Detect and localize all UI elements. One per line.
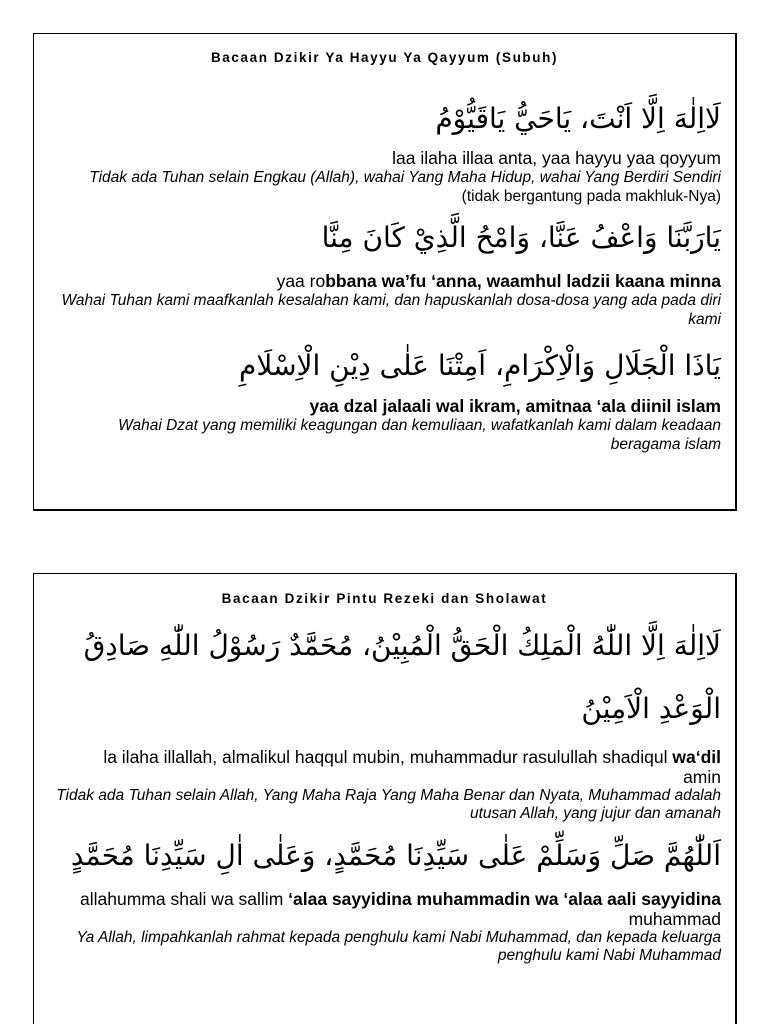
transliteration-text-bold: wa‘dil (672, 747, 721, 767)
transliteration-text: allahumma shali wa sallim (80, 889, 289, 909)
arabic-line (51, 94, 721, 144)
section-title: Bacaan Dzikir Ya Hayyu Ya Qayyum (Subuh) (210, 50, 559, 65)
translation-text: penghulu kami Nabi Muhammad (497, 947, 721, 964)
translation-line (51, 187, 721, 206)
arabic-text: لَااِلٰهَ اِلَّا اَنْتَ، يَاحَيُّ يَاقَيُّوْمُ (435, 102, 721, 135)
arabic-line (51, 684, 721, 734)
translation-text: utusan Allah, yang jujur dan amanah (469, 805, 721, 822)
translation-text: kami (688, 311, 721, 328)
translation-text: Ya Allah, limpahkanlah rahmat kepada penghulu kami Nabi Muhammad, dan kepada keluarga (76, 929, 721, 946)
verse-text-block (51, 396, 721, 454)
verse-text-block (51, 271, 721, 329)
verse-text-block (51, 889, 721, 965)
section-box-subuh (33, 33, 737, 511)
translation-line (51, 291, 721, 310)
transliteration-line (51, 396, 721, 416)
translation-line (51, 805, 721, 823)
transliteration-text: amin (683, 767, 721, 787)
transliteration-line (51, 747, 721, 767)
arabic-block (51, 341, 721, 391)
verse-text-block (51, 148, 721, 206)
arabic-block (51, 831, 721, 881)
translation-line (51, 435, 721, 454)
translation-line (51, 416, 721, 435)
arabic-text: اَللّٰهُمَّ صَلِّ وَسَلِّمْ عَلٰى سَيِّدِنَا مُحَمَّدٍ، وَعَلٰى اٰلِ سَيِّدِنَا مُحَمَّدٍ (70, 839, 721, 872)
arabic-line (51, 341, 721, 391)
arabic-block (51, 621, 721, 734)
translation-text: Tidak ada Tuhan selain Engkau (Allah), wahai Yang Maha Hidup, wahai Yang Berdiri Sendiri (89, 169, 721, 186)
transliteration-text: muhammad (628, 909, 721, 929)
transliteration-text-bold: yaa dzal jalaali wal ikram, amitnaa ‘ala diinil islam (309, 396, 721, 416)
arabic-line (51, 213, 721, 263)
transliteration-text: laa ilaha illaa anta, yaa hayyu yaa qoyyum (392, 148, 721, 168)
verse-text-block (51, 747, 721, 823)
translation-text: Wahai Dzat yang memiliki keagungan dan kemuliaan, wafatkanlah kami dalam keadaan (118, 417, 721, 434)
arabic-block (51, 94, 721, 144)
transliteration-text-bold: ‘alaa sayyidina muhammadin wa ‘alaa aali sayyidina (288, 889, 721, 909)
arabic-text: يَارَبَّنَا وَاعْفُ عَنَّا، وَامْحُ الَّذِيْ كَانَ مِنَّا (321, 221, 721, 254)
arabic-text: يَاذَا الْجَلَالِ وَالْاِكْرَامِ، اَمِتْنَا عَلٰى دِيْنِ الْاِسْلَامِ (239, 349, 721, 382)
translation-text: Tidak ada Tuhan selain Allah, Yang Maha Raja Yang Maha Benar dan Nyata, Muhammad adalah (56, 787, 721, 804)
translation-line (51, 168, 721, 187)
arabic-text: لَااِلٰهَ اِلَّا اللّٰهُ الْمَلِكُ الْحَقُّ الْمُبِيْنُ، مُحَمَّدٌ رَسُوْلُ اللّٰهِ صَادِقُ (83, 629, 721, 662)
arabic-line (51, 831, 721, 881)
translation-line (51, 947, 721, 965)
translation-line (51, 929, 721, 947)
section-box-rezeki-sholawat (33, 573, 737, 1024)
transliteration-line (51, 148, 721, 168)
transliteration-text-bold: bbana wa’fu ‘anna, waamhul ladzii kaana minna (325, 271, 721, 291)
translation-text: beragama islam (610, 436, 721, 453)
transliteration-line (51, 767, 721, 787)
transliteration-text: la ilaha illallah, almalikul haqqul mubin, muhammadur rasulullah shadiqul (103, 747, 673, 767)
transliteration-text: yaa ro (276, 271, 326, 291)
translation-line (51, 310, 721, 329)
arabic-line (51, 621, 721, 671)
transliteration-line (51, 909, 721, 929)
transliteration-line (51, 271, 721, 291)
arabic-block (51, 213, 721, 263)
transliteration-line (51, 889, 721, 909)
arabic-text: الْوَعْدِ الْاَمِيْنُ (581, 692, 721, 725)
translation-line (51, 787, 721, 805)
section-title: Bacaan Dzikir Pintu Rezeki dan Sholawat (221, 591, 548, 606)
translation-note: (tidak bergantung pada makhluk-Nya) (461, 188, 721, 205)
translation-text: Wahai Tuhan kami maafkanlah kesalahan kami, dan hapuskanlah dosa-dosa yang ada pada diri (61, 292, 721, 309)
